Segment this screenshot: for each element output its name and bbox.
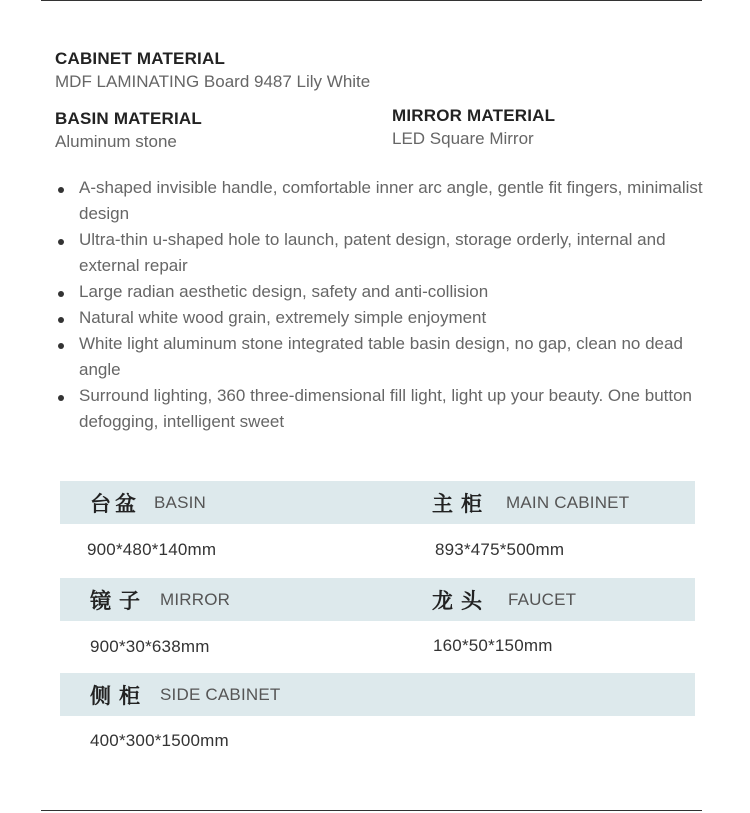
spec-faucet-dimensions: 160*50*150mm bbox=[433, 636, 553, 655]
bullet-icon bbox=[58, 187, 64, 193]
feature-item bbox=[55, 383, 710, 435]
feature-text: Surround lighting, 360 three-dimensional fill light, light up your beauty. One button defogging, intelligent sweet bbox=[79, 386, 693, 431]
spec-faucet-zh: 龙头 bbox=[432, 588, 490, 613]
feature-text: A-shaped invisible handle, comfortable inner arc angle, gentle fit fingers, minimalist design bbox=[79, 178, 703, 223]
spec-main-cabinet-dimensions: 893*475*500mm bbox=[435, 540, 565, 559]
bullet-icon bbox=[58, 239, 64, 245]
feature-text: White light aluminum stone integrated table basin design, no gap, clean no dead angle bbox=[79, 334, 683, 379]
feature-text: Ultra-thin u-shaped hole to launch, patent design, storage orderly, internal and external repair bbox=[79, 230, 666, 275]
mirror-material-value: LED Square Mirror bbox=[392, 129, 534, 148]
spec-side-cabinet-en: SIDE CABINET bbox=[160, 684, 281, 704]
bullet-icon bbox=[58, 317, 64, 323]
feature-list bbox=[55, 175, 710, 435]
spec-main-cabinet-en: MAIN CABINET bbox=[506, 492, 630, 512]
cabinet-material-value: MDF LAMINATING Board 9487 Lily White bbox=[55, 72, 371, 91]
spec-side-cabinet-heading bbox=[90, 673, 280, 716]
feature-item bbox=[55, 227, 710, 279]
spec-basin-dimensions: 900*480*140mm bbox=[87, 540, 217, 559]
feature-item bbox=[55, 305, 710, 331]
spec-basin-en: BASIN bbox=[154, 492, 207, 512]
spec-faucet-en: FAUCET bbox=[508, 589, 577, 609]
bullet-icon bbox=[58, 291, 64, 297]
basin-material bbox=[55, 108, 202, 153]
bottom-divider bbox=[41, 810, 702, 811]
top-divider bbox=[41, 0, 702, 1]
cabinet-material-label: CABINET MATERIAL bbox=[55, 49, 226, 68]
spec-mirror-heading bbox=[90, 578, 230, 621]
bullet-icon bbox=[58, 343, 64, 349]
feature-item bbox=[55, 175, 710, 227]
spec-faucet-heading bbox=[432, 578, 576, 621]
cabinet-material bbox=[55, 48, 370, 93]
spec-mirror-dimensions: 900*30*638mm bbox=[90, 637, 210, 656]
spec-basin-heading bbox=[90, 481, 206, 524]
spec-main-cabinet-heading bbox=[432, 481, 629, 524]
basin-material-label: BASIN MATERIAL bbox=[55, 109, 202, 128]
basin-material-value: Aluminum stone bbox=[55, 132, 177, 151]
mirror-material bbox=[392, 105, 555, 150]
spec-main-cabinet-zh: 主柜 bbox=[432, 491, 490, 516]
mirror-material-label: MIRROR MATERIAL bbox=[392, 106, 556, 125]
bullet-icon bbox=[58, 395, 64, 401]
spec-basin-zh: 台盆 bbox=[90, 491, 140, 516]
feature-item bbox=[55, 279, 710, 305]
spec-mirror-zh: 镜子 bbox=[90, 588, 148, 613]
feature-item bbox=[55, 331, 710, 383]
spec-side-cabinet-dimensions: 400*300*1500mm bbox=[90, 731, 229, 750]
spec-side-cabinet-zh: 侧柜 bbox=[90, 683, 148, 708]
feature-text: Natural white wood grain, extremely simple enjoyment bbox=[79, 308, 487, 327]
spec-mirror-en: MIRROR bbox=[160, 589, 231, 609]
feature-text: Large radian aesthetic design, safety and anti-collision bbox=[79, 282, 489, 301]
